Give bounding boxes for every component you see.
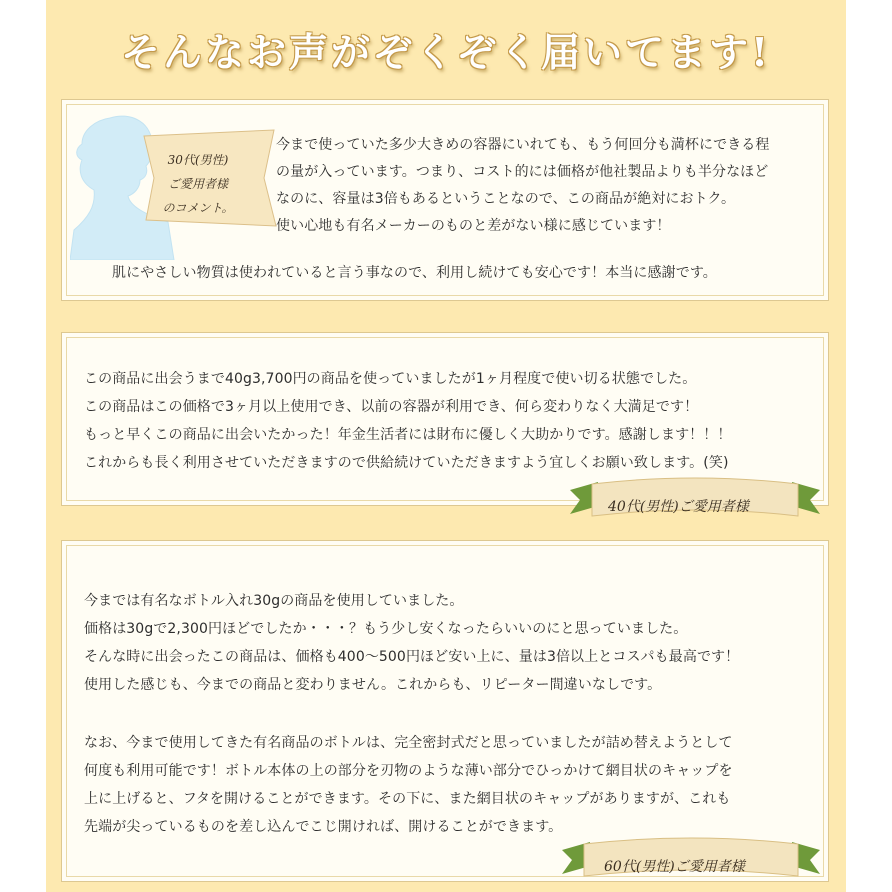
badge-line-comment: のコメント。 <box>162 201 234 215</box>
card1-line-3: なのに、容量は3倍もあるということなので、この商品が絶対におトク。 <box>276 191 736 207</box>
ribbon-label-60s: 60代(男性)ご愛用者様 <box>604 859 745 875</box>
card3-line-7: 上に上げると、フタを開けることができます。その下に、また網目状のキャップがありますが、これも <box>84 791 731 807</box>
card3-line-1: 今までは有名なボトル入れ30gの商品を使用していました。 <box>84 593 464 609</box>
card3-line-5: なお、今まで使用してきた有名商品のボトルは、完全密封式だと思っていましたが詰め替えようとして <box>84 735 733 751</box>
card2-line-1: この商品に出会うまで40g3,700円の商品を使っていましたが1ヶ月程度で使い切る状態でした。 <box>84 371 697 387</box>
card2-line-3: もっと早くこの商品に出会いたかった！年金生活者には財布に優しく大助かりです。感謝します！！！ <box>84 427 732 443</box>
card3-line-8: 先端が尖っているものを差し込んでこじ開ければ、開けることができます。 <box>84 819 563 835</box>
card1-line-1: 今まで使っていた多少大きめの容器にいれても、もう何回分も満杯にできる程 <box>276 137 770 153</box>
ribbon-label-40s: 40代(男性)ご愛用者様 <box>608 499 749 515</box>
badge-line-user: ご愛用者様 <box>167 177 228 191</box>
card3-line-4: 使用した感じも、今までの商品と変わりません。これからも、リピーター間違いなしです。 <box>84 677 662 693</box>
card3-line-6: 何度も利用可能です！ボトル本体の上の部分を刃物のような薄い部分でひっかけて網目状のキャップを <box>84 763 733 779</box>
card2-line-4: これからも長く利用させていただきますので供給続けていただきますよう宜しくお願い致します。(笑) <box>84 455 729 471</box>
card1-line-2: の量が入っています。つまり、コスト的には価格が他社製品よりも半分なほど <box>276 164 769 180</box>
badge-line-age: 30代(男性) <box>167 153 229 167</box>
card1-line-4: 使い心地も有名メーカーのものと差がない様に感じています！ <box>276 218 671 234</box>
card1-line-5: 肌にやさしい物質は使われていると言う事なので、利用し続けても安心です！本当に感謝です。 <box>112 265 717 281</box>
card3-line-3: そんな時に出会ったこの商品は、価格も400〜500円ほど安い上に、量は3倍以上とコスパも最高です！ <box>84 649 740 665</box>
page-headline: そんなお声がぞくぞく届いてます! <box>120 30 772 76</box>
card2-line-2: この商品はこの価格で3ヶ月以上使用でき、以前の容器が利用でき、何ら変わりなく大満足です！ <box>84 399 699 415</box>
card3-line-2: 価格は30gで2,300円ほどでしたか・・・？もう少し安くなったらいいのにと思っていました。 <box>84 621 688 637</box>
badge-text-30s <box>148 148 248 220</box>
